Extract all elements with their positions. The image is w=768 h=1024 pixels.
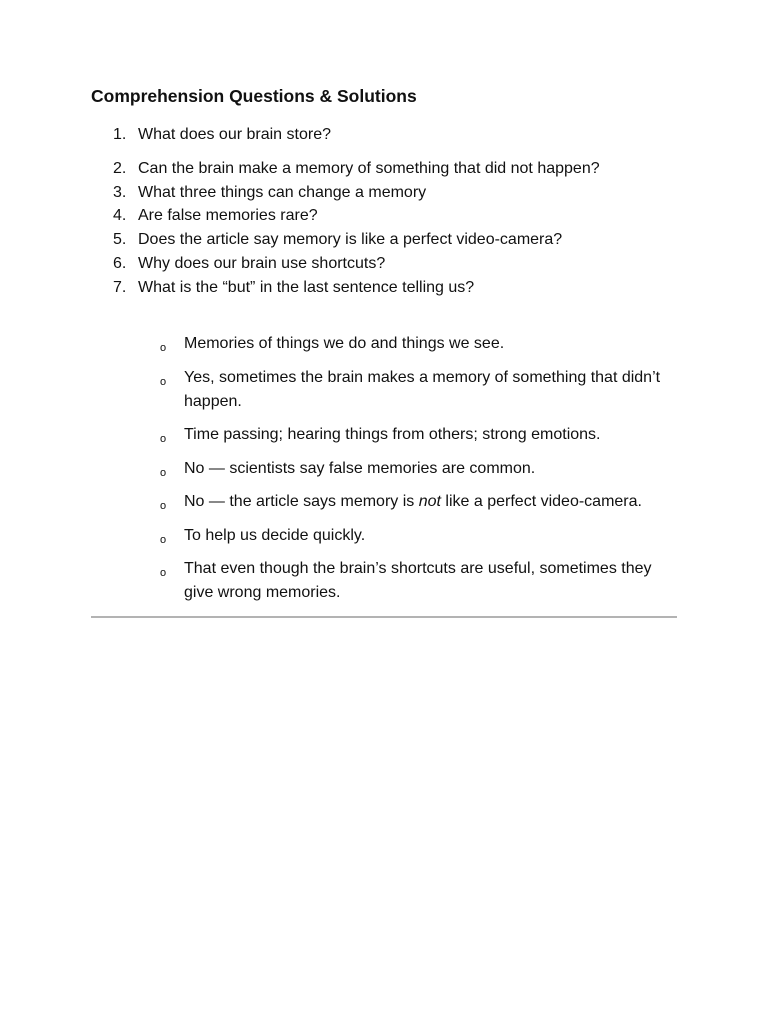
answer-item (0, 366, 768, 414)
question-text: What three things can change a memory (138, 183, 427, 201)
question-text: Are false memories rare? (138, 207, 318, 225)
question-number: 7. (113, 278, 127, 296)
bullet-icon: o (160, 466, 167, 479)
answer-item (0, 332, 768, 356)
question-number: 1. (113, 126, 127, 143)
answer-item (0, 457, 768, 481)
bullet-icon: o (160, 500, 167, 512)
question-number: 5. (113, 231, 127, 249)
bullet-icon: o (160, 342, 167, 354)
answer-text: No — scientists say false memories are common. (184, 459, 536, 477)
answer-text (184, 490, 676, 514)
answer-item (0, 490, 768, 514)
question-text: What is the “but” in the last sentence telling us? (138, 278, 475, 296)
bullet-icon: o (160, 433, 167, 445)
answer-item (0, 524, 768, 548)
question-item (0, 157, 768, 181)
answer-item (0, 557, 768, 605)
question-number: 6. (113, 254, 127, 272)
question-item (0, 228, 768, 252)
answer-text-before: No — the article says memory is (184, 493, 419, 510)
bullet-icon: o (160, 375, 167, 388)
questions-list (0, 123, 768, 300)
answer-text: That even though the brain’s shortcuts are useful, sometimes they give wrong memories. (184, 560, 652, 601)
bullet-icon: o (160, 567, 167, 579)
question-item (0, 181, 768, 205)
answer-item (0, 423, 768, 447)
question-text: Why does our brain use shortcuts? (138, 254, 386, 272)
question-item (0, 123, 768, 147)
answer-text: Yes, sometimes the brain makes a memory of something that didn’t happen. (184, 368, 661, 410)
horizontal-divider (91, 616, 677, 618)
page-title: Comprehension Questions & Solutions (91, 86, 417, 106)
answer-emphasis: not (418, 493, 441, 510)
answer-text-after: like a perfect video-camera. (440, 493, 642, 510)
question-text: What does our brain store? (138, 126, 331, 143)
question-number: 4. (113, 207, 127, 225)
question-number: 2. (113, 159, 127, 177)
answer-text: To help us decide quickly. (184, 526, 366, 544)
question-item (0, 204, 768, 228)
question-number: 3. (113, 183, 127, 201)
question-item (0, 252, 768, 276)
question-item (0, 276, 768, 300)
question-text: Can the brain make a memory of something that did not happen? (138, 159, 600, 177)
answer-text: Time passing; hearing things from others; strong emotions. (184, 426, 601, 443)
answers-list (0, 332, 768, 615)
bullet-icon: o (160, 533, 167, 546)
question-text: Does the article say memory is like a perfect video-camera? (138, 231, 563, 249)
answer-text: Memories of things we do and things we see. (184, 335, 505, 352)
